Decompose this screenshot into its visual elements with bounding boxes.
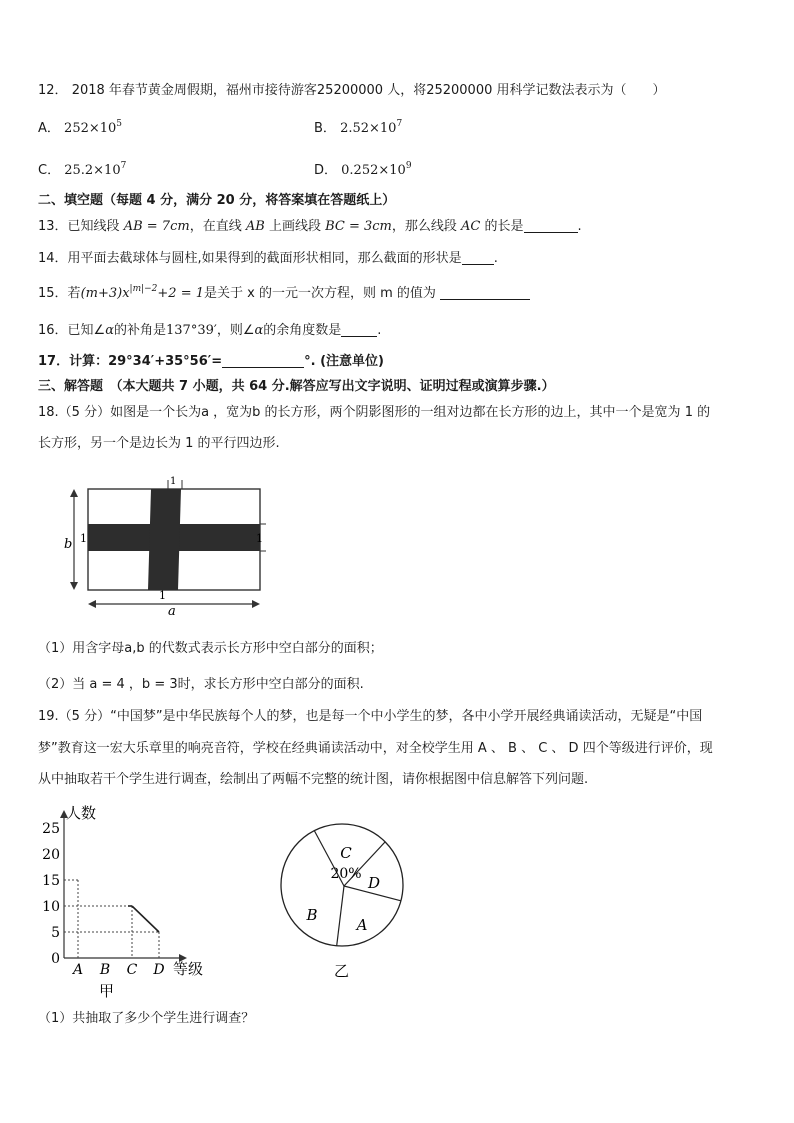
q16	[38, 322, 381, 340]
pie-slice-label: C	[340, 844, 352, 862]
q13-text: ，那么线段	[391, 219, 457, 234]
q18-line-1: 18.（5 分）如图是一个长为a ，宽为b 的长方形，两个阴影图形的一组对边都在长方形的边上，其中一个是宽为 1 的	[38, 405, 711, 420]
y-tick-label: 5	[51, 925, 60, 941]
option-label: D．	[314, 163, 338, 178]
section-3-heading: 三、解答题 （本大题共 7 小题，共 64 分.解答应写出文字说明、证明过程或演算步骤.）	[38, 379, 555, 394]
answer-blank[interactable]	[462, 250, 494, 265]
option-value: 252×10	[64, 121, 117, 136]
x-tick-label: B	[99, 962, 111, 978]
option-label: B．	[314, 121, 336, 136]
label-b: b	[64, 537, 73, 552]
q16-math: α	[105, 323, 114, 338]
q15-exponent: |m|−2	[129, 284, 158, 294]
option-value: 0.252×10	[341, 163, 406, 178]
q12-stem	[38, 82, 666, 100]
arrowhead	[252, 600, 260, 608]
q13-end: .	[577, 219, 582, 234]
q13-math: BC = 3cm	[325, 219, 392, 234]
y-tick-label: 20	[42, 847, 60, 863]
q13-text: ，在直线	[189, 219, 242, 234]
arrowhead	[70, 489, 78, 497]
q14	[38, 250, 498, 268]
chart-caption: 甲	[99, 982, 115, 1000]
answer-blank[interactable]	[524, 218, 578, 233]
q16-math: 137°39′	[166, 323, 217, 338]
q18-sub-2: （2）当 a = 4 ，b = 3时，求长方形中空白部分的面积.	[38, 677, 364, 692]
option-exponent: 5	[116, 119, 123, 129]
pie-slice-label: D	[367, 874, 381, 892]
q12-option-b[interactable]	[314, 120, 402, 138]
q13-text: 上画线段	[268, 219, 321, 234]
q18-rectangle-figure	[60, 472, 280, 620]
pie-slice-label: A	[356, 916, 368, 934]
label-one-top: 1	[170, 476, 177, 487]
q17	[38, 353, 384, 371]
pie-slice-percent: 20%	[330, 866, 362, 882]
q19-line-1: 19.（5 分）“中国梦”是中华民族每个人的梦，也是每一个中小学生的梦，各中小学开展经典诵读活动，无疑是“中国	[38, 709, 703, 724]
q15-math: (m+3)x	[80, 286, 130, 301]
q17-text: 计算：29°34′+35°56′=	[69, 354, 223, 369]
q19-sub-1: （1）共抽取了多少个学生进行调查？	[38, 1011, 255, 1026]
label-one-bottom: 1	[159, 589, 166, 602]
q15	[38, 285, 530, 303]
q12-option-d[interactable]	[314, 162, 412, 180]
pie-slice-label: B	[306, 906, 318, 924]
q16-text: 已知∠	[67, 323, 106, 338]
series-line-segment	[132, 906, 159, 932]
q12-option-a[interactable]	[38, 120, 122, 138]
q13-number: 13．	[38, 219, 68, 234]
q14-number: 14．	[38, 251, 68, 266]
q17-end: °. (注意单位)	[304, 354, 384, 369]
option-exponent: 7	[120, 161, 127, 171]
option-value: 2.52×10	[340, 121, 397, 136]
x-axis-label: 等级	[173, 960, 204, 978]
x-tick-label: A	[72, 962, 84, 978]
q15-number: 15．	[38, 286, 68, 301]
q19-line-3: 从中抽取若干个学生进行调查，绘制出了两幅不完整的统计图，请你根据图中信息解答下列问题.	[38, 772, 589, 787]
q15-text: 是关于 x 的一元一次方程，则 m 的值为	[204, 286, 436, 301]
label-a: a	[168, 604, 176, 619]
section-2-heading: 二、填空题（每题 4 分，满分 20 分，将答案填在答题纸上）	[38, 193, 396, 208]
answer-blank[interactable]	[341, 322, 377, 337]
answer-blank[interactable]	[440, 285, 530, 300]
arrowhead	[70, 582, 78, 590]
q12-text: 2018 年春节黄金周假期，福州市接待游客25200000 人，将25200000 用科学记数法表示为（ ）	[71, 83, 666, 98]
q12-option-c[interactable]	[38, 162, 126, 180]
bar-line-chart-jia	[30, 795, 220, 1005]
y-tick-label: 0	[51, 951, 60, 967]
shaded-parallelogram	[148, 489, 181, 590]
q13-text: 的长是	[484, 219, 524, 234]
q13-math: AB = 7cm	[123, 219, 190, 234]
q12-number: 12．	[38, 83, 68, 98]
y-tick-label: 25	[42, 821, 60, 837]
q18-sub-1: （1）用含字母a,b 的代数式表示长方形中空白部分的面积；	[38, 641, 383, 656]
q15-math: +2 = 1	[157, 286, 204, 301]
label-one-right: 1	[256, 532, 263, 545]
option-label: C．	[38, 163, 61, 178]
q16-number: 16．	[38, 323, 68, 338]
x-tick-label: D	[153, 962, 165, 978]
q13-text: 已知线段	[67, 219, 120, 234]
x-tick-label: C	[126, 962, 138, 978]
q15-text: 若	[67, 286, 81, 301]
option-value: 25.2×10	[64, 163, 121, 178]
y-tick-label: 10	[42, 899, 60, 915]
arrowhead	[88, 600, 96, 608]
q16-text: 的余角度数是	[263, 323, 342, 338]
chart-caption: 乙	[334, 962, 350, 980]
q14-end: .	[493, 251, 498, 266]
q14-text: 用平面去截球体与圆柱,如果得到的截面形状相同，那么截面的形状是	[67, 251, 462, 266]
q16-text: ，则∠	[216, 323, 255, 338]
q19-line-2: 梦”教育这一宏大乐章里的响亮音符，学校在经典诵读活动中，对全校学生用 A 、 B 、 C 、 D 四个等级进行评价，现	[38, 741, 713, 756]
pie-chart-yi	[270, 805, 430, 1005]
answer-blank[interactable]	[222, 353, 304, 368]
q13	[38, 218, 582, 236]
q13-math: AB	[245, 219, 265, 234]
q17-number: 17．	[38, 354, 70, 369]
option-exponent: 9	[405, 161, 412, 171]
label-one-left: 1	[80, 532, 87, 545]
q13-math: AC	[461, 219, 481, 234]
y-tick-label: 15	[42, 873, 60, 889]
option-label: A．	[38, 121, 60, 136]
option-exponent: 7	[396, 119, 403, 129]
q16-math: α	[254, 323, 264, 338]
q16-text: 的补角是	[113, 323, 166, 338]
q16-end: .	[377, 323, 382, 338]
y-axis-label: 人数	[66, 804, 97, 822]
q18-line-2: 长方形，另一个是边长为 1 的平行四边形.	[38, 436, 280, 451]
